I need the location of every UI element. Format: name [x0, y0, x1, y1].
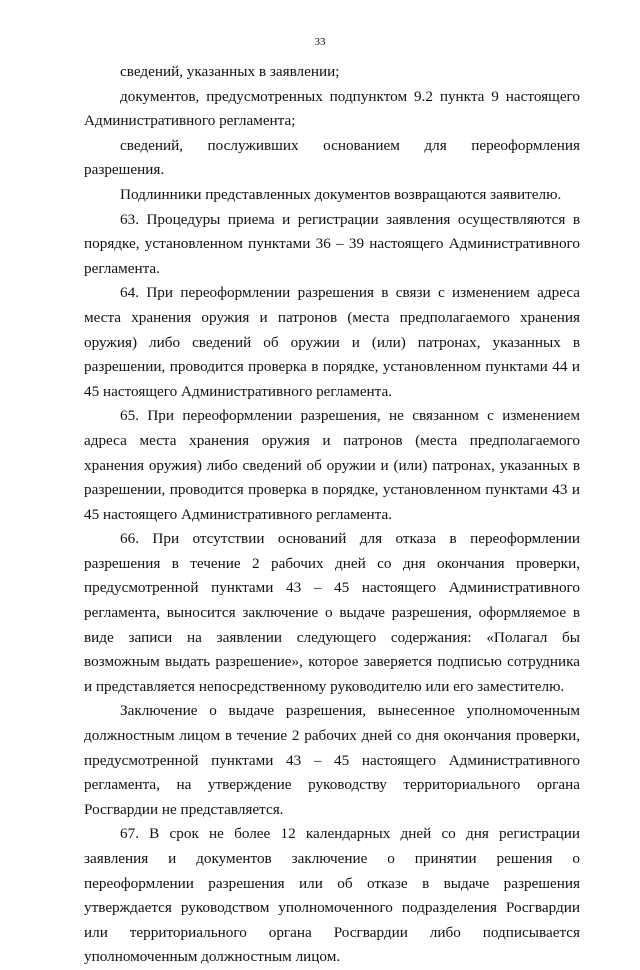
paragraph-clause-65: 65. При переоформлении разрешения, не связанном с изменением адреса места хранения оружия и патронов (места предполагаемого хранения оружия) либо сведений об оружии и (или) патронах, указанных в разрешении, проводится проверка в порядке, установленном пунктами 43 и 45 настоящего Административного регламента.: [84, 407, 580, 523]
paragraph-clause-63: 63. Процедуры приема и регистрации заявления осуществляются в порядке, установленном пунктами 36 – 39 настоящего Административного регламента.: [84, 210, 580, 277]
page-number: 33: [314, 36, 326, 48]
paragraph-clause-64: 64. При переоформлении разрешения в связи с изменением адреса места хранения оружия и патронов (места предполагаемого хранения оружия) либо сведений об оружии и (или) патронах, указанных в разрешении, проводится проверка в порядке, установленном пунктами 44 и 45 настоящего Административного регламента.: [84, 284, 580, 400]
paragraph-conclusion-issue: Заключение о выдаче разрешения, вынесенное уполномоченным должностным лицом в течение 2 рабочих дней со дня окончания проверки, предусмотренной пунктами 43 – 45 настоящего Административного регламента, на утверждение руководству территориального органа Росгвардии не представляется.: [84, 702, 580, 818]
paragraph-clause-67: 67. В срок не более 12 календарных дней со дня регистрации заявления и документов заключение о принятии решения о переоформлении разрешения или об отказе в выдаче разрешения утверждается руководством уполномоченного подразделения Росгвардии или территориального органа Росгвардии либо подписывается уполномоченным должностным лицом.: [84, 825, 580, 966]
paragraph-clause-66: 66. При отсутствии оснований для отказа в переоформлении разрешения в течение 2 рабочих дней со дня окончания проверки, предусмотренной пунктами 43 – 45 настоящего Административного регламента, выносится заключение о выдаче разрешения, оформляемое в виде записи на заявлении следующего содержания: «Полагал бы возможным выдать разрешение», которое заверяется подписью сотрудника и представляется непосредственному руководителю или его заместителю.: [84, 530, 580, 695]
paragraph-documents-subclause: документов, предусмотренных подпунктом 9.2 пункта 9 настоящего Административного регламента;: [84, 87, 580, 130]
paragraph-reissue-grounds: сведений, послуживших основанием для переоформления разрешения.: [84, 136, 580, 179]
paragraph-originals-returned: Подлинники представленных документов возвращаются заявителю.: [120, 185, 562, 203]
document-body: [84, 60, 580, 970]
paragraph-info-in-application: сведений, указанных в заявлении;: [120, 63, 340, 80]
